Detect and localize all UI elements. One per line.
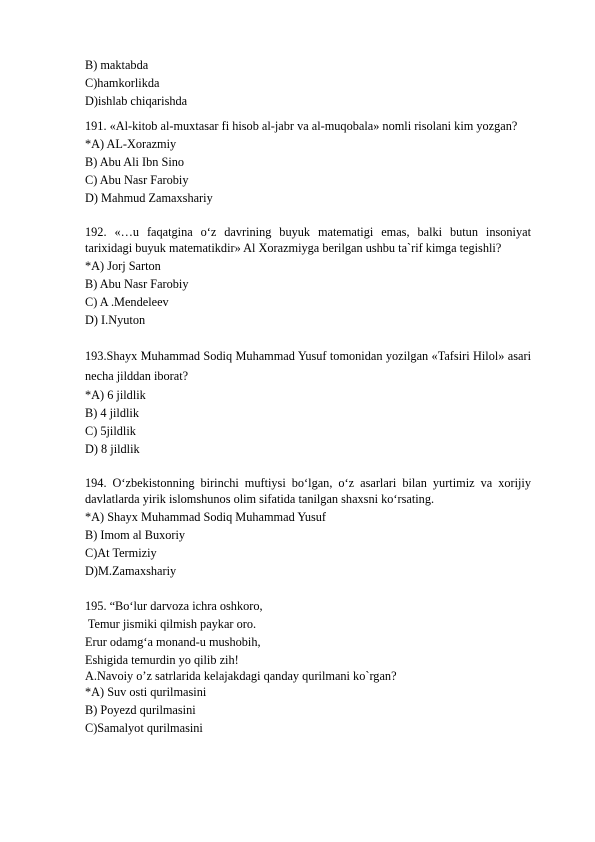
poem-line: 195. “Bo‘lur darvoza ichra oshkoro,: [85, 598, 263, 613]
option-c: C) A .Mendeleev: [85, 294, 169, 309]
document-page: [85, 56, 531, 737]
question-text: 191. «Al-kitob al-muxtasar fi hisob al-jabr va al-muqobala» nomli risolani kim yozgan?: [85, 119, 518, 133]
question-191: [85, 118, 531, 207]
spacer: [85, 207, 531, 219]
poem-line: Temur jismiki qilmish paykar oro.: [85, 616, 257, 631]
question-text: 192. «…u faqatgina o‘z davrining buyuk matematigi emas, balki butun insoniyat tarixidagi buyuk matematikdir» Al Xorazmiyga berilgan ushbu ta`rif kimga tegishli?: [85, 224, 531, 255]
option-c: C) Abu Nasr Farobiy: [85, 172, 189, 187]
option-d: D) 8 jildlik: [85, 441, 140, 456]
poem-line: Erur odamg‘a monand-u mushobih,: [85, 634, 261, 649]
option-c: C)Samalyot qurilmasini: [85, 720, 203, 735]
option-b: B) 4 jildlik: [85, 405, 139, 420]
option-d: D) Mahmud Zamaxshariy: [85, 190, 213, 205]
spacer: [85, 329, 531, 341]
option-c: C) 5jildlik: [85, 423, 136, 438]
option-b: B) Abu Ali Ibn Sino: [85, 154, 185, 169]
option-b: B) Poyezd qurilmasini: [85, 702, 196, 717]
option-a: *A) Jorj Sarton: [85, 258, 161, 273]
question-text: 194. O‘zbekistonning birinchi muftiysi bo‘lgan, o‘z asarlari bilan yurtimiz va xorijiy davlatlarda yirik islomshunos olim sifatida tanilgan shaxsni ko‘rsating.: [85, 475, 531, 506]
spacer: [85, 458, 531, 470]
question-193: [85, 346, 531, 458]
spacer: [85, 580, 531, 592]
option-a: *A) Shayx Muhammad Sodiq Muhammad Yusuf: [85, 509, 327, 524]
previous-question-options: [85, 56, 531, 110]
question-195: [85, 597, 531, 737]
option-d: D)M.Zamaxshariy: [85, 563, 177, 578]
question-194: [85, 475, 531, 580]
option-c: C)At Termiziy: [85, 545, 157, 560]
option-a: *A) AL-Xorazmiy: [85, 136, 177, 151]
option-b: B) Abu Nasr Farobiy: [85, 276, 189, 291]
option-a: *A) Suv osti qurilmasini: [85, 684, 207, 699]
option-a: *A) 6 jildlik: [85, 387, 146, 402]
poem-line: Eshigida temurdin yo qilib zih!: [85, 652, 239, 667]
question-text: 193.Shayx Muhammad Sodiq Muhammad Yusuf tomonidan yozilgan «Tafsiri Hilol» asari necha jilddan iborat?: [85, 348, 531, 383]
option-d: D) I.Nyuton: [85, 312, 146, 327]
option-b: B) Imom al Buxoriy: [85, 527, 186, 542]
option-d: D)ishlab chiqarishda: [85, 94, 188, 108]
question-text: A.Navoiy o’z satrlarida kelajakdagi qanday qurilmani ko`rgan?: [85, 668, 397, 683]
option-c: C)hamkorlikda: [85, 76, 160, 90]
option-b: B) maktabda: [85, 58, 149, 72]
question-192: [85, 224, 531, 329]
